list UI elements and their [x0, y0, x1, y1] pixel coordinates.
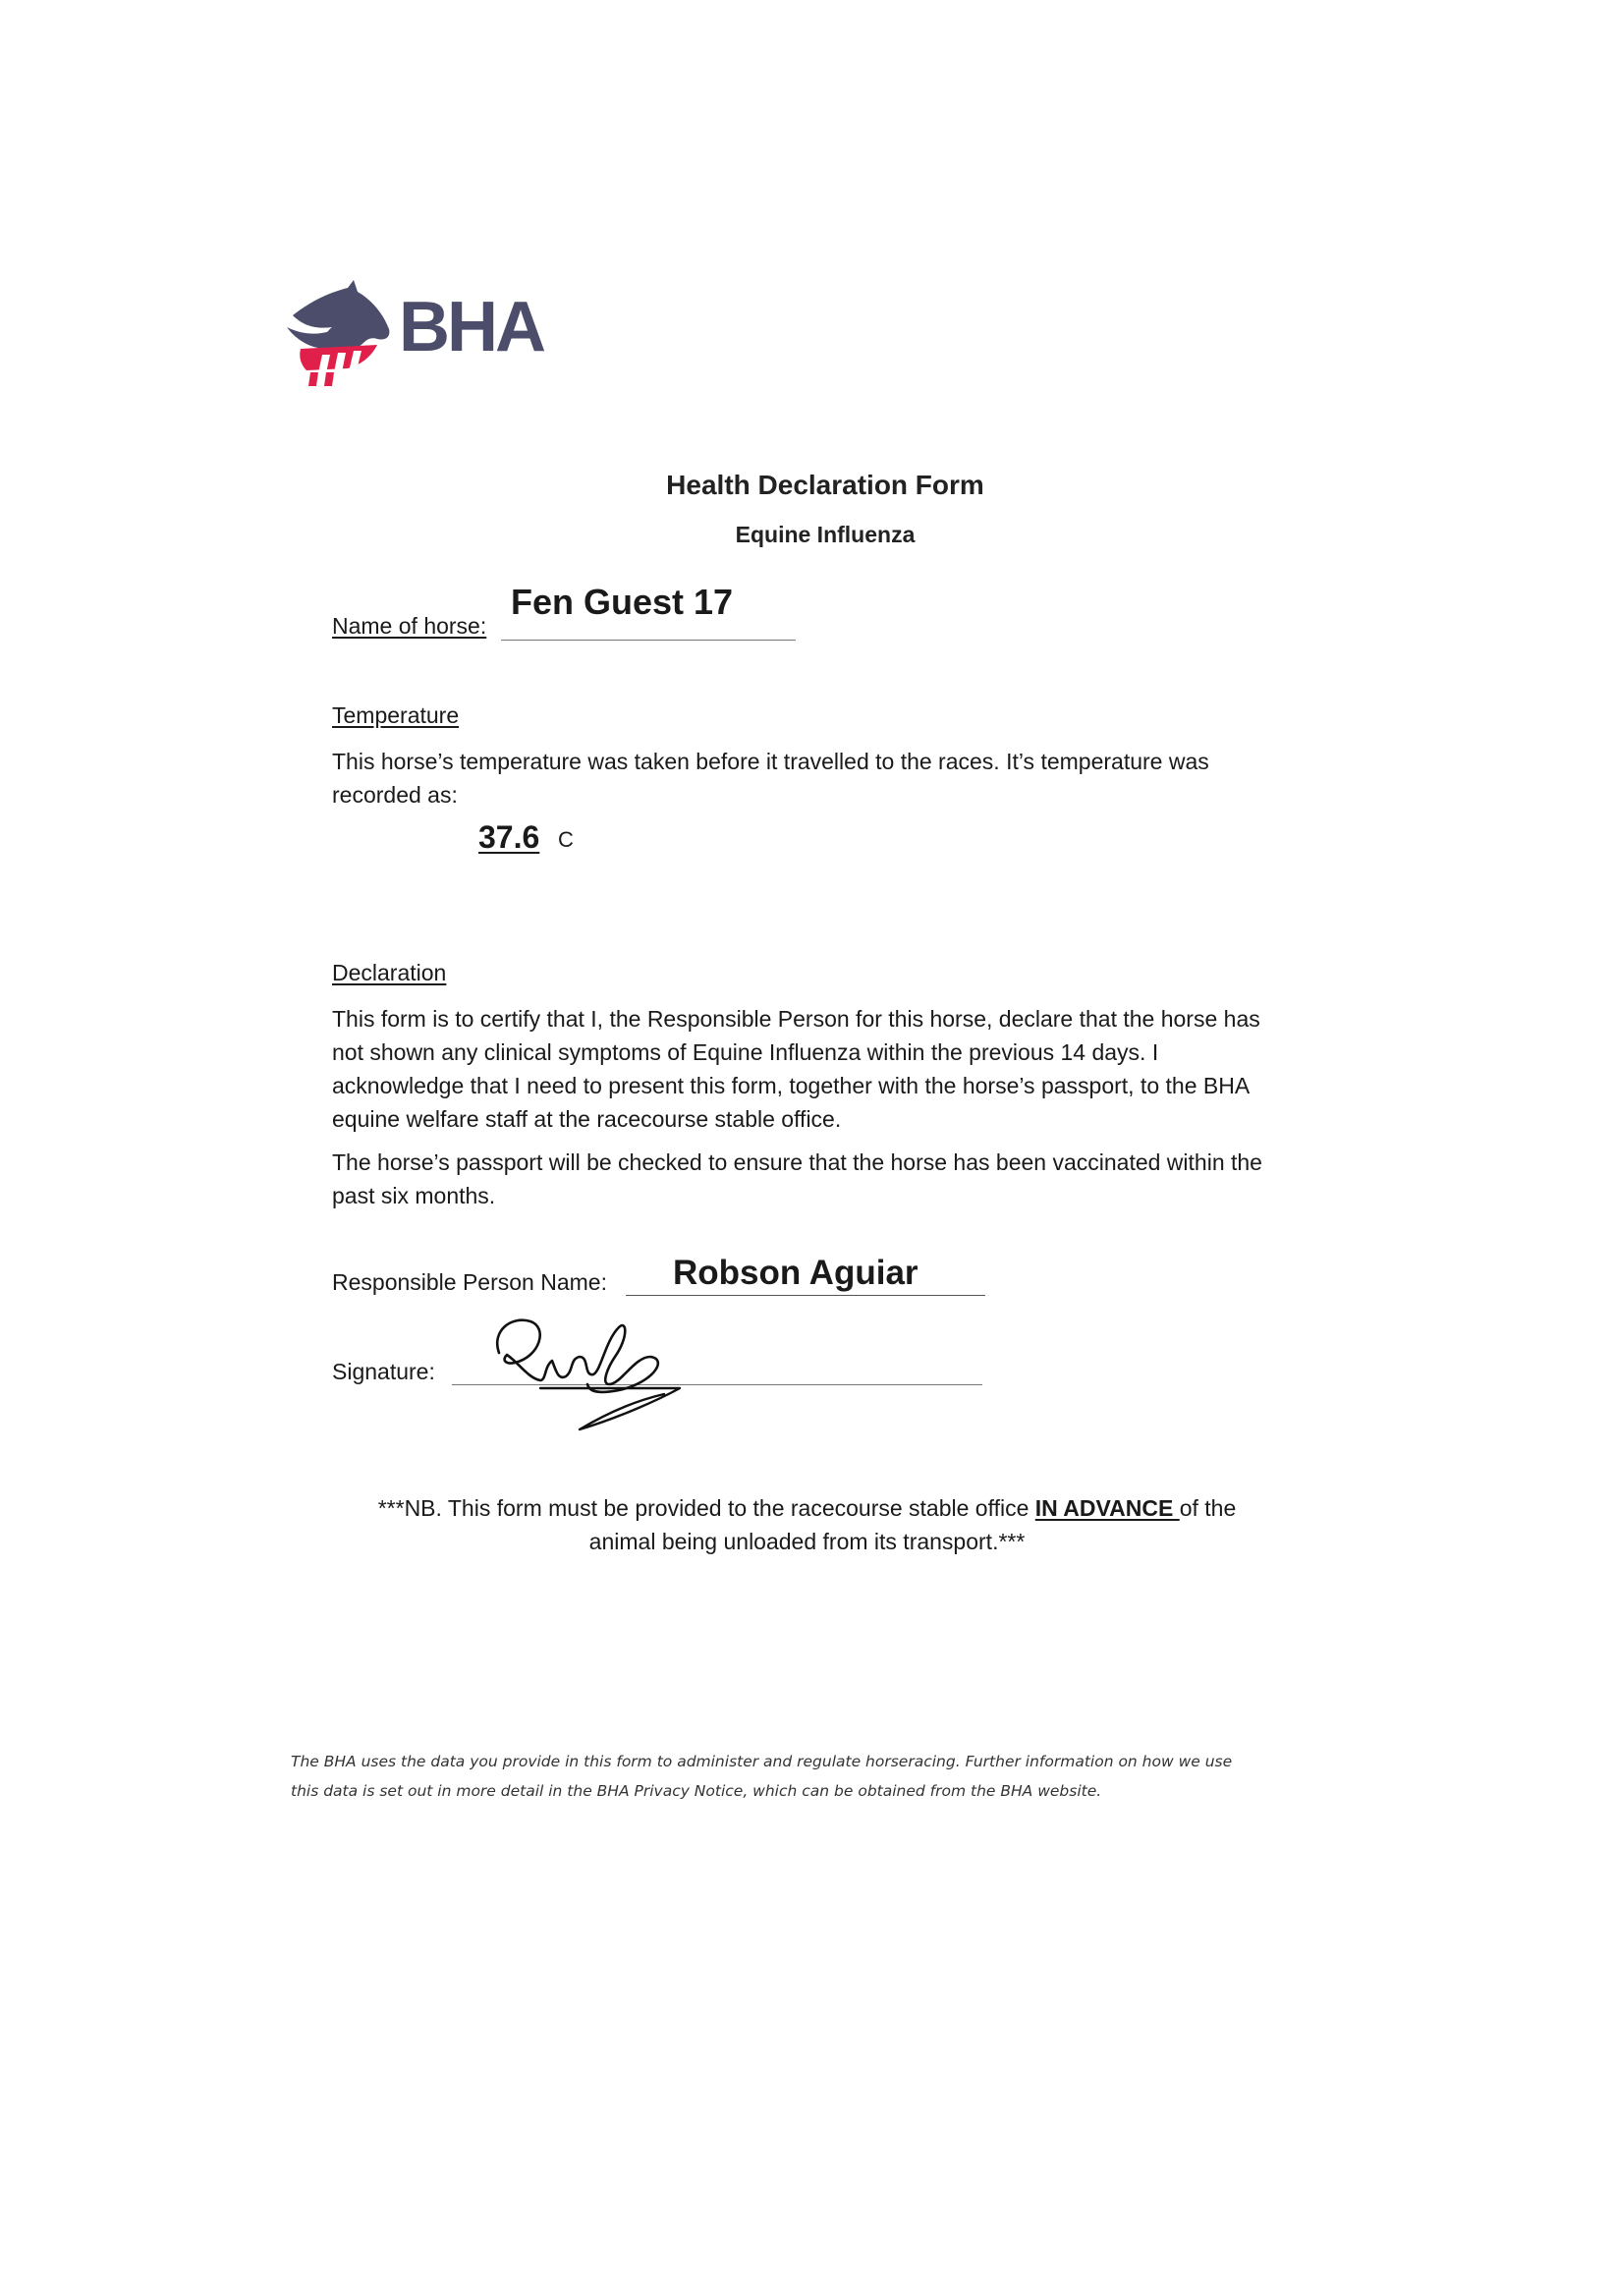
horse-head-icon: [283, 278, 396, 386]
temperature-unit: C: [558, 827, 574, 852]
form-title: Health Declaration Form: [666, 470, 984, 500]
privacy-footer-line-1: The BHA uses the data you provide in this form to administer and regulate horseracing. Further information on how we use: [291, 1753, 1233, 1770]
horse-name-label: Name of horse:: [332, 613, 487, 639]
responsible-person-line: [626, 1295, 985, 1296]
responsible-person-value: Robson Aguiar: [673, 1254, 918, 1292]
advance-notice-line-1: [0, 1491, 1614, 1525]
notice-prefix: ***NB. This form must be provided to the racecourse stable office: [377, 1495, 1035, 1521]
notice-suffix: of the: [1179, 1495, 1237, 1521]
notice-emphasis: IN ADVANCE: [1034, 1495, 1180, 1521]
declaration-heading: Declaration: [332, 960, 447, 985]
temperature-value: 37.6: [478, 819, 540, 855]
horse-name-line: [501, 640, 796, 641]
declaration-paragraph-2: The horse’s passport will be checked to ensure that the horse has been vaccinated within the past six months.: [332, 1149, 1262, 1208]
advance-notice-line-2: animal being unloaded from its transport.***: [588, 1529, 1026, 1554]
handwritten-signature: [472, 1302, 697, 1434]
horse-name-value: Fen Guest 17: [511, 582, 734, 622]
temperature-heading: Temperature: [332, 702, 460, 728]
signature-label: Signature:: [332, 1359, 435, 1384]
bha-logo: [283, 278, 568, 386]
responsible-person-label: Responsible Person Name:: [332, 1269, 607, 1295]
temperature-text: This horse’s temperature was taken before it travelled to the races. It’s temperature was recorded as:: [332, 749, 1209, 808]
form-subtitle: Equine Influenza: [735, 522, 916, 547]
privacy-footer: [291, 1747, 1322, 1806]
privacy-footer-line-2: this data is set out in more detail in the BHA Privacy Notice, which can be obtained from the BHA website.: [291, 1782, 1102, 1800]
declaration-paragraph-1: This form is to certify that I, the Responsible Person for this horse, declare that the horse has not shown any clinical symptoms of Equine Influenza within the previous 14 days. I acknowledge that I need to present this form, together with the horse’s passport, to the BHA equine welfare staff at the racecourse stable office.: [332, 1006, 1260, 1132]
logo-text: BHA: [399, 288, 543, 366]
